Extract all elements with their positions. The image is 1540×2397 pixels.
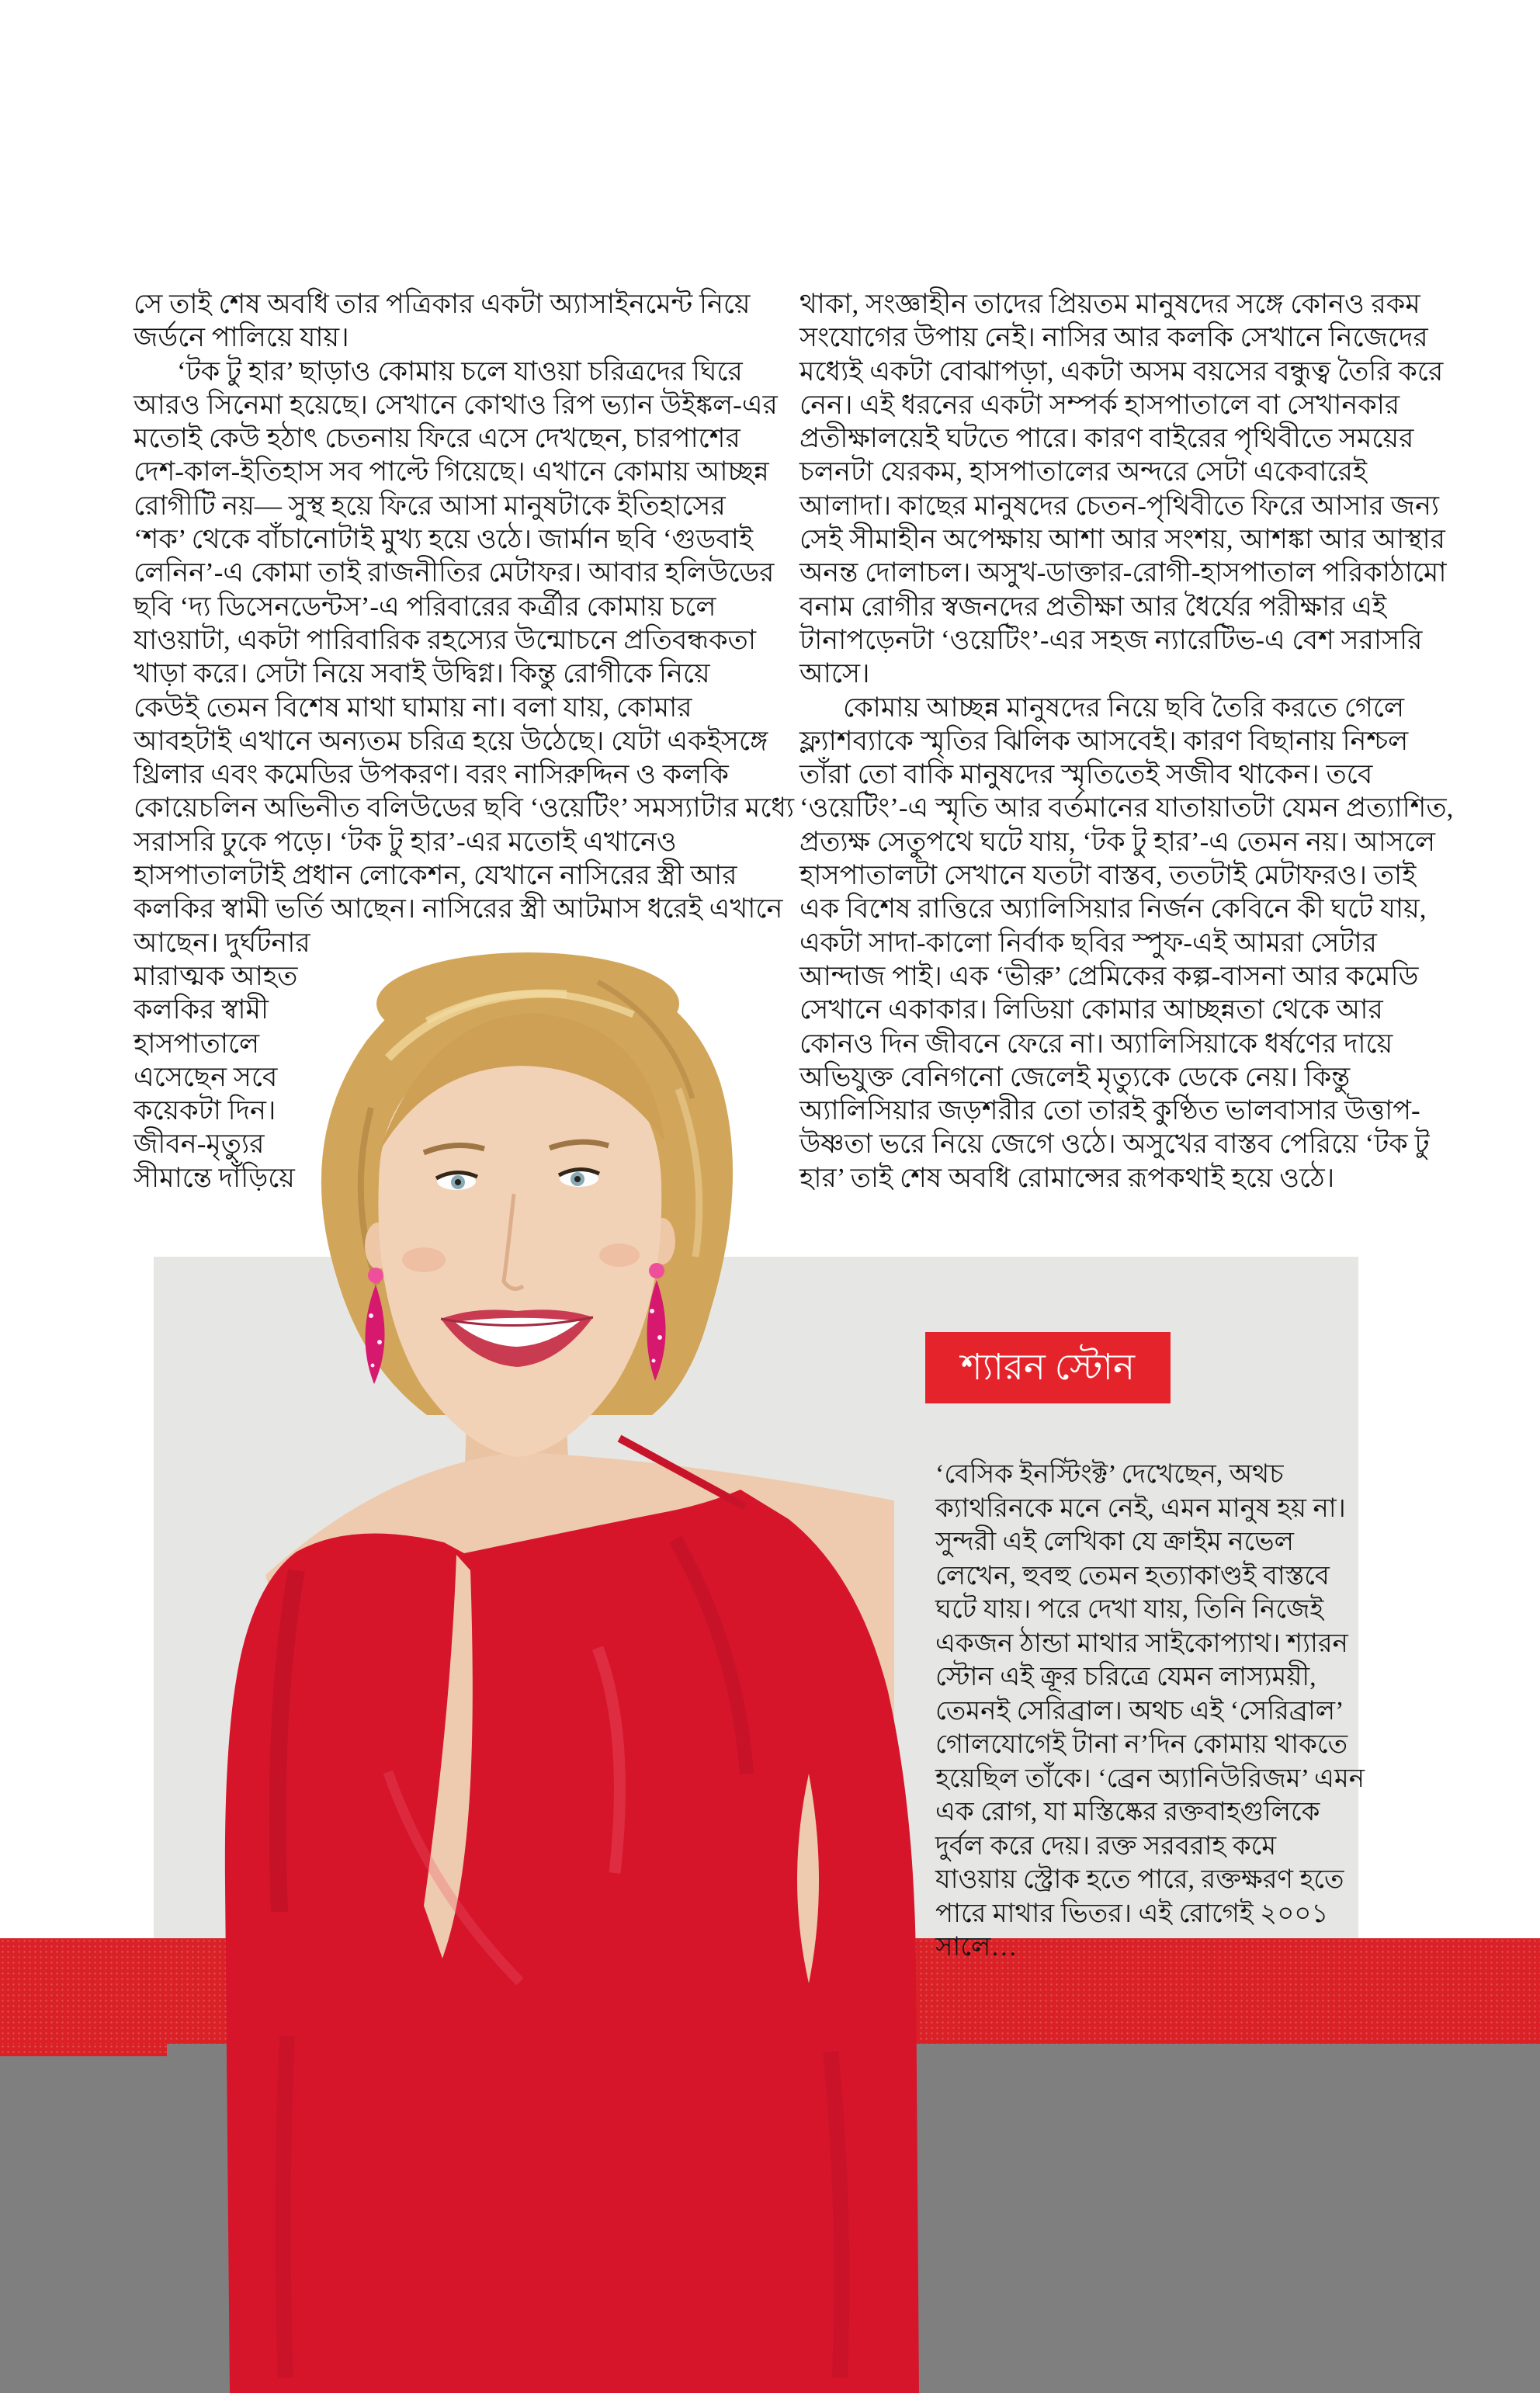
text-line: আরও সিনেমা হয়েছে। সেখানে কোথাও রিপ ভ্যান উইঙ্কল-এর <box>134 389 778 420</box>
text-line: কলকির স্বামী <box>134 994 269 1025</box>
article-column-left <box>134 287 795 1195</box>
text-line: ঘটে যায়। পরে দেখা যায়, তিনি নিজেই <box>935 1595 1324 1624</box>
text-line: কোমায় আচ্ছন্ন মানুষদের নিয়ে ছবি তৈরি করতে গেলে <box>843 692 1405 723</box>
text-line: বনাম রোগীর স্বজনদের প্রতীক্ষা আর ধৈর্যের পরীক্ষার এই <box>799 591 1387 622</box>
text-line: টানাপড়েনটা ‘ওয়েটিং’-এর সহজ ন্যারেটিভ-এ বেশ সরাসরি <box>799 624 1423 655</box>
text-line: এসেছেন সবে <box>134 1061 278 1092</box>
text-line: উষ্ণতা ভরে নিয়ে জেগে ওঠে। অসুখের বাস্তব পেরিয়ে ‘টক টু <box>799 1129 1430 1160</box>
text-line: সে তাই শেষ অবধি তার পত্রিকার একটা অ্যাসাইনমেন্ট নিয়ে <box>134 289 751 319</box>
text-line: যাওয়ায় স্ট্রোক হতে পারে, রক্তক্ষরণ হতে <box>935 1865 1344 1894</box>
text-line: সালে… <box>935 1933 1018 1962</box>
text-line: হাসপাতালে <box>134 1028 260 1059</box>
feature-paragraph <box>935 1458 1365 1962</box>
text-line: অ্যালিসিয়ার জড়শরীর তো তারই কুণ্ঠিত ভালবাসার উত্তাপ- <box>799 1095 1420 1126</box>
text-line: হাসপাতালটা সেখানে যতটা বাস্তব, ততটাই মেটাফরও। তাই <box>799 860 1417 891</box>
text-line: সুন্দরী এই লেখিকা যে ক্রাইম নভেল <box>935 1528 1294 1556</box>
text-line: একটা সাদা-কালো নির্বাক ছবির স্পুফ-এই আমরা সেটার <box>799 927 1377 958</box>
text-line: জীবন-মৃত্যুর <box>134 1129 265 1160</box>
text-line: প্রতীক্ষালয়েই ঘটতে পারে। কারণ বাইরের পৃথিবীতে সময়ের <box>799 423 1414 454</box>
text-line: মতোই কেউ হঠাৎ চেতনায় ফিরে এসে দেখছেন, চারপাশের <box>134 423 741 454</box>
text-line: অভিযুক্ত বেনিগনো জেলেই মৃত্যুকে ডেকে নেয়। কিন্তু <box>799 1061 1351 1092</box>
feature-title: শ্যারন স্টোন <box>960 1347 1136 1388</box>
text-line: তাঁরা তো বাকি মানুষদের স্মৃতিতেই সজীব থাকেন। তবে <box>799 759 1373 790</box>
feature-title-box <box>925 1332 1171 1403</box>
text-line: আলাদা। কাছের মানুষদের চেতন-পৃথিবীতে ফিরে আসার জন্য <box>799 490 1440 521</box>
text-line: কোয়েচলিন অভিনীত বলিউডের ছবি ‘ওয়েটিং’ সমস্যাটার মধ্যে <box>134 793 795 824</box>
text-line: জর্ডনে পালিয়ে যায়। <box>134 322 349 353</box>
text-line: সীমান্তে দাঁড়িয়ে <box>134 1162 295 1193</box>
text-line: পারে মাথার ভিতর। এই রোগেই ২০০১ <box>935 1899 1329 1928</box>
text-line: কেউই তেমন বিশেষ মাথা ঘামায় না। বলা যায়, কোমার <box>134 692 692 723</box>
text-line: দুর্বল করে দেয়। রক্ত সরবরাহ কমে <box>935 1831 1277 1861</box>
text-line: চলনটা যেরকম, হাসপাতালের অন্দরে সেটা একেবারেই <box>799 456 1368 487</box>
text-line: মারাত্মক আহত <box>134 960 298 991</box>
text-line: সংযোগের উপায় নেই। নাসির আর কলকি সেখানে নিজেদের <box>799 322 1428 353</box>
text-line: আছেন। দুর্ঘটনার <box>134 927 310 958</box>
text-line: সেখানে একাকার। লিডিয়া কোমার আচ্ছন্নতা থেকে আর <box>799 994 1383 1025</box>
text-line: প্রত্যক্ষ সেতুপথে ঘটে যায়, ‘টক টু হার’-এ তেমন নয়। আসলে <box>799 826 1436 857</box>
text-line: নেন। এই ধরনের একটা সম্পর্ক হাসপাতালে বা সেখানকার <box>799 389 1400 420</box>
text-line: একজন ঠান্ডা মাথার সাইকোপ্যাথ। শ্যারন <box>935 1629 1348 1658</box>
text-line: স্টোন এই ক্রূর চরিত্রে যেমন লাস্যময়ী, <box>935 1663 1316 1691</box>
text-line: খাড়া করে। সেটা নিয়ে সবাই উদ্বিগ্ন। কিন্তু রোগীকে নিয়ে <box>134 658 710 689</box>
text-line: হাসপাতালটাই প্রধান লোকেশন, যেখানে নাসিরের স্ত্রী আর <box>134 860 737 891</box>
text-line: লেনিন’-এ কোমা তাই রাজনীতির মেটাফর। আবার হলিউডের <box>134 557 775 588</box>
text-line: লেখেন, হুবহু তেমন হত্যাকাণ্ডই বাস্তবে <box>935 1561 1330 1590</box>
text-line: ‘বেসিক ইনস্টিংক্ট’ দেখেছেন, অথচ <box>935 1460 1284 1489</box>
text-line: ‘টক টু হার’ ছাড়াও কোমায় চলে যাওয়া চরিত্রদের ঘিরে <box>177 356 743 387</box>
text-line: ফ্ল্যাশব্যাকে স্মৃতির ঝিলিক আসবেই। কারণ বিছানায় নিশ্চল <box>799 725 1409 756</box>
text-line: এক বিশেষ রাত্তিরে অ্যালিসিয়ার নির্জন কেবিনে কী ঘটে যায়, <box>799 893 1427 924</box>
text-line: রোগীটি নয়— সুস্থ হয়ে ফিরে আসা মানুষটাকে ইতিহাসের <box>134 490 726 521</box>
red-ribbon-notch <box>0 2044 167 2056</box>
text-line: হয়েছিল তাঁকে। ‘ব্রেন অ্যানিউরিজম’ এমন <box>935 1764 1365 1793</box>
text-line: কলকির স্বামী ভর্তি আছেন। নাসিরের স্ত্রী আটমাস ধরেই এখানে <box>134 893 783 924</box>
text-line: যাওয়াটা, একটা পারিবারিক রহস্যের উন্মোচনে প্রতিবন্ধকতা <box>134 624 756 655</box>
text-line: হার’ তাই শেষ অবধি রোমান্সের রূপকথাই হয়ে ওঠে। <box>799 1162 1335 1193</box>
text-line: গোলযোগেই টানা ন’দিন কোমায় থাকতে <box>935 1730 1348 1759</box>
text-line: সেই সীমাহীন অপেক্ষায় আশা আর সংশয়, আশঙ্কা আর আস্থার <box>799 524 1445 555</box>
text-line: আবহটাই এখানে অন্যতম চরিত্র হয়ে উঠেছে। যেটা একইসঙ্গে <box>134 725 768 756</box>
text-line: অনন্ত দোলাচল। অসুখ-ডাক্তার-রোগী-হাসপাতাল পরিকাঠামো <box>799 557 1447 588</box>
text-line: আসে। <box>799 658 870 689</box>
text-line: থাকা, সংজ্ঞাহীন তাদের প্রিয়তম মানুষদের সঙ্গে কোনও রকম <box>799 289 1420 319</box>
text-line: আন্দাজ পাই। এক ‘ভীরু’ প্রেমিকের কল্প-বাসনা আর কমেডি <box>799 960 1419 991</box>
text-line: মধ্যেই একটা বোঝাপড়া, একটা অসম বয়সের বন্ধুত্ব তৈরি করে <box>799 356 1444 387</box>
text-line: এক রোগ, যা মস্তিষ্কের রক্তবাহগুলিকে <box>935 1798 1320 1826</box>
text-line: ‘ওয়েটিং’-এ স্মৃতি আর বর্তমানের যাতায়াতটা যেমন প্রত্যাশিত, <box>799 793 1454 824</box>
text-line: কোনও দিন জীবনে ফেরে না। অ্যালিসিয়াকে ধর্ষণের দায়ে <box>799 1028 1393 1059</box>
text-line: ক্যাথরিনকে মনে নেই, এমন মানুষ হয় না। <box>935 1493 1346 1523</box>
text-line: দেশ-কাল-ইতিহাস সব পাল্টে গিয়েছে। এখানে কোমায় আচ্ছন্ন <box>134 456 769 487</box>
text-line: কয়েকটা দিন। <box>134 1095 276 1126</box>
text-line: সরাসরি ঢুকে পড়ে। ‘টক টু হার’-এর মতোই এখানেও <box>134 826 677 857</box>
text-line: ছবি ‘দ্য ডিসেনডেন্টস’-এ পরিবারের কর্ত্রীর কোমায় চলে <box>134 591 716 622</box>
footer-gray-bar <box>0 2044 1540 2393</box>
text-line: তেমনই সেরিব্রাল। অথচ এই ‘সেরিব্রাল’ <box>935 1696 1344 1726</box>
text-line: থ্রিলার এবং কমেডির উপকরণ। বরং নাসিরুদ্দিন ও কলকি <box>134 759 729 790</box>
text-line: ‘শক’ থেকে বাঁচানোটাই মুখ্য হয়ে ওঠে। জার্মান ছবি ‘গুডবাই <box>134 524 754 555</box>
article-column-right <box>799 287 1454 1195</box>
